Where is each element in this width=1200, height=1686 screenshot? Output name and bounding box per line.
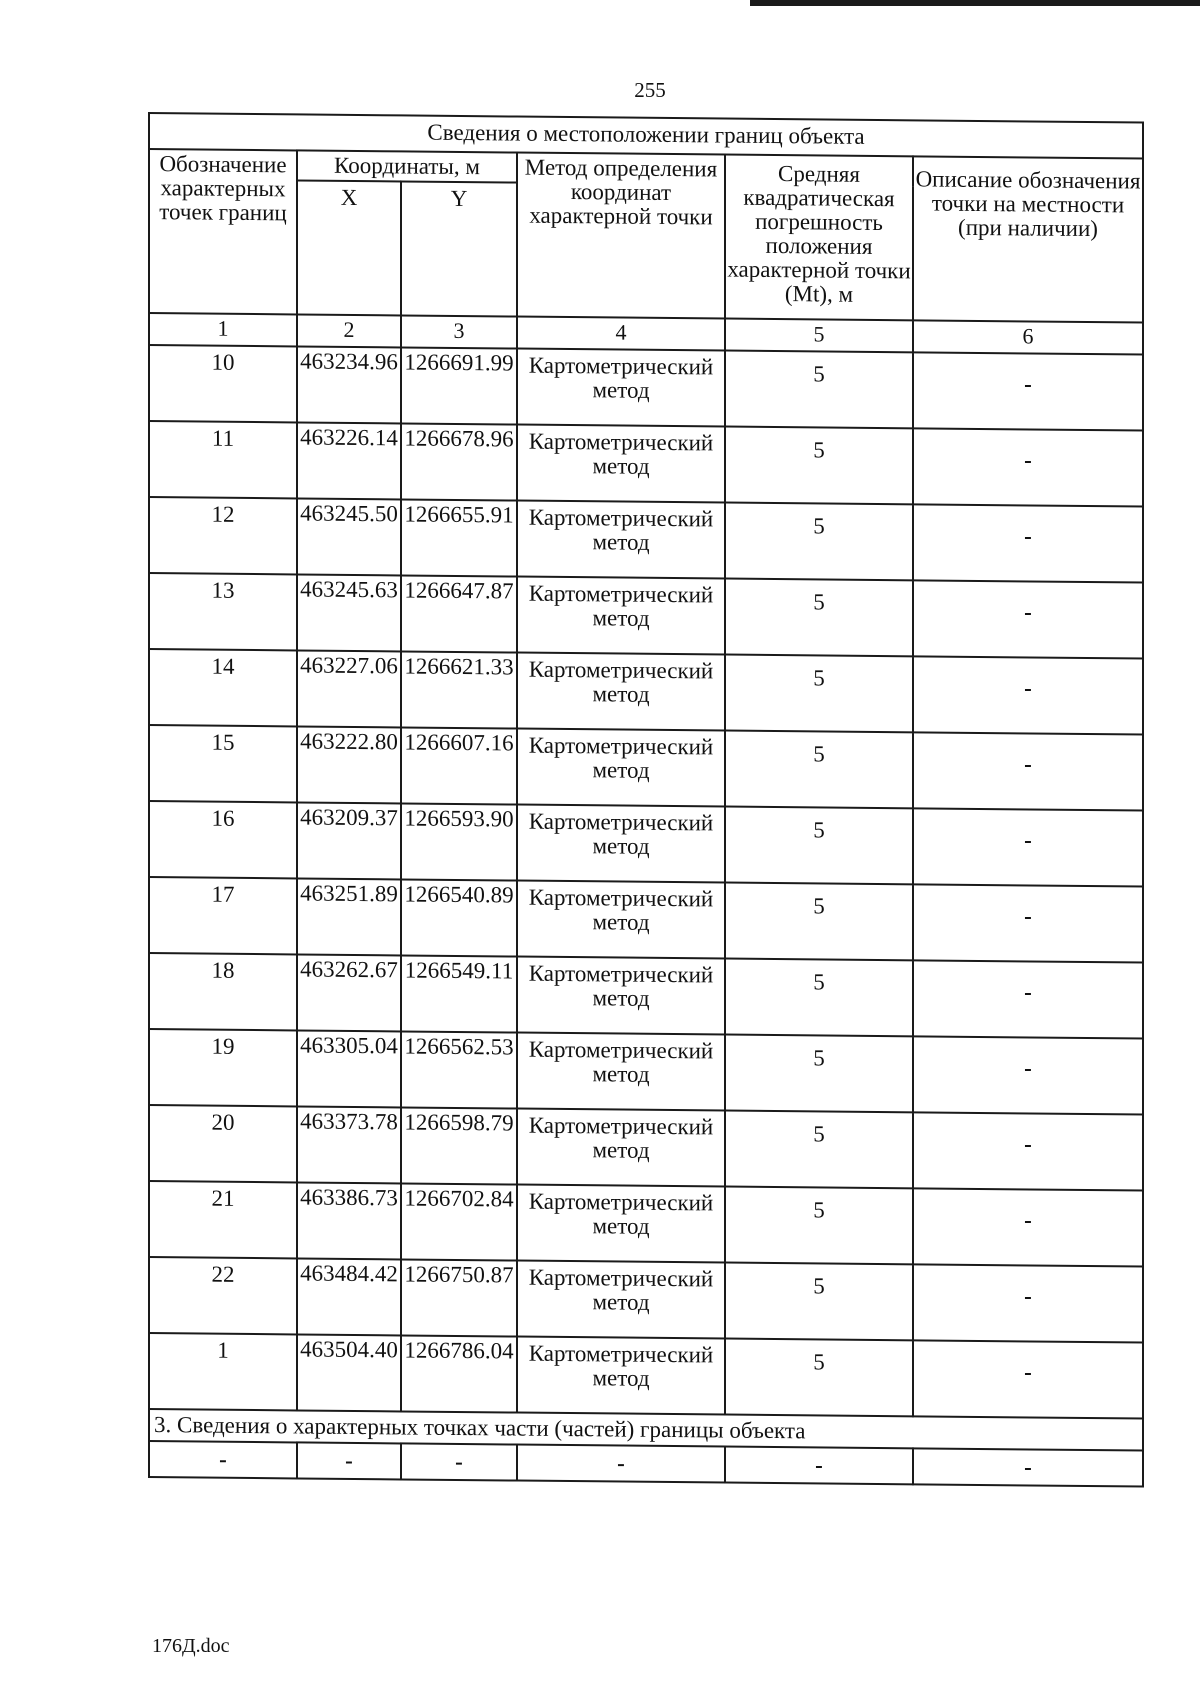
method-cell: Картометрический метод [517,1261,725,1339]
description-cell: - [913,884,1143,962]
table-row [149,649,1143,735]
section3-title: 3. Сведения о характерных точках части (частей) границы объекта [149,1409,1143,1451]
table-row [149,421,1143,507]
mt-cell: 5 [725,1111,913,1189]
table-row [149,573,1143,659]
description-cell: - [913,1112,1143,1190]
mt-cell: 5 [725,731,913,809]
description-cell: - [913,352,1143,430]
section3-value: - [725,1447,913,1485]
mt-cell: 5 [725,655,913,733]
mt-cell: 5 [725,1339,913,1417]
method-cell: Картометрический метод [517,1337,725,1415]
header-y: Y [401,181,517,316]
header-coordinates: Координаты, м [297,150,517,182]
description-cell: - [913,1188,1143,1266]
x-coordinate-cell: 463251.89 [297,878,401,955]
section3-value: - [149,1441,297,1478]
method-cell: Картометрический метод [517,1109,725,1187]
point-cell: 13 [149,573,297,650]
table-row [149,953,1143,1039]
y-coordinate-cell: 1266607.16 [401,727,517,804]
description-cell: - [913,1340,1143,1418]
mt-cell: 5 [725,503,913,581]
method-cell: Картометрический метод [517,349,725,427]
mt-cell: 5 [725,1263,913,1341]
section3-value: - [297,1442,401,1479]
table-row [149,497,1143,583]
method-cell: Картометрический метод [517,881,725,959]
header-point: Обозначение характерных точек границ [149,149,297,314]
method-cell: Картометрический метод [517,577,725,655]
point-cell: 11 [149,421,297,498]
mt-cell: 5 [725,959,913,1037]
mt-cell: 5 [725,1035,913,1113]
method-cell: Картометрический метод [517,1185,725,1263]
x-coordinate-cell: 463227.06 [297,650,401,727]
y-coordinate-cell: 1266678.96 [401,423,517,500]
description-cell: - [913,580,1143,658]
point-cell: 16 [149,801,297,878]
y-coordinate-cell: 1266691.99 [401,347,517,424]
column-number: 6 [913,320,1143,354]
mt-cell: 5 [725,427,913,505]
table-wrapper [148,112,1142,1488]
footer-filename: 176Д.doc [152,1635,230,1657]
point-cell: 12 [149,497,297,574]
mt-cell: 5 [725,807,913,885]
x-coordinate-cell: 463305.04 [297,1030,401,1107]
y-coordinate-cell: 1266621.33 [401,651,517,728]
description-cell: - [913,960,1143,1038]
x-coordinate-cell: 463484.42 [297,1258,401,1335]
y-coordinate-cell: 1266549.11 [401,955,517,1032]
x-coordinate-cell: 463226.14 [297,422,401,499]
method-cell: Картометрический метод [517,501,725,579]
y-coordinate-cell: 1266540.89 [401,879,517,956]
point-cell: 17 [149,877,297,954]
y-coordinate-cell: 1266655.91 [401,499,517,576]
column-number: 3 [401,315,517,348]
table-row [149,1333,1143,1419]
section3-value: - [401,1443,517,1480]
point-cell: 19 [149,1029,297,1106]
header-method: Метод определения координат характерной точки [517,153,725,319]
table-row [149,1181,1143,1267]
header-description: Описание обозначения точки на местности (при наличии) [913,156,1143,322]
mt-cell: 5 [725,1187,913,1265]
x-coordinate-cell: 463245.63 [297,574,401,651]
description-cell: - [913,1264,1143,1342]
y-coordinate-cell: 1266598.79 [401,1107,517,1184]
table-row [149,1257,1143,1343]
method-cell: Картометрический метод [517,805,725,883]
method-cell: Картометрический метод [517,1033,725,1111]
method-cell: Картометрический метод [517,729,725,807]
page-number: 255 [634,78,666,102]
table-row [149,801,1143,887]
boundary-table [148,112,1144,1488]
description-cell: - [913,732,1143,810]
point-cell: 18 [149,953,297,1030]
description-cell: - [913,656,1143,734]
point-cell: 21 [149,1181,297,1258]
x-coordinate-cell: 463234.96 [297,346,401,423]
description-cell: - [913,504,1143,582]
point-cell: 15 [149,725,297,802]
x-coordinate-cell: 463386.73 [297,1182,401,1259]
column-number: 2 [297,314,401,347]
table-title: Сведения о местоположении границ объекта [149,113,1143,159]
method-cell: Картометрический метод [517,957,725,1035]
section3-value: - [913,1448,1143,1486]
description-cell: - [913,428,1143,506]
x-coordinate-cell: 463504.40 [297,1334,401,1411]
method-cell: Картометрический метод [517,653,725,731]
y-coordinate-cell: 1266647.87 [401,575,517,652]
point-cell: 20 [149,1105,297,1182]
mt-cell: 5 [725,883,913,961]
x-coordinate-cell: 463373.78 [297,1106,401,1183]
point-cell: 10 [149,345,297,422]
y-coordinate-cell: 1266593.90 [401,803,517,880]
x-coordinate-cell: 463262.67 [297,954,401,1031]
y-coordinate-cell: 1266562.53 [401,1031,517,1108]
y-coordinate-cell: 1266786.04 [401,1335,517,1412]
column-number: 1 [149,313,297,346]
x-coordinate-cell: 463209.37 [297,802,401,879]
method-cell: Картометрический метод [517,425,725,503]
table-row [149,1029,1143,1115]
header-x: X [297,180,401,315]
point-cell: 1 [149,1333,297,1410]
y-coordinate-cell: 1266750.87 [401,1259,517,1336]
column-number: 4 [517,317,725,351]
mt-cell: 5 [725,579,913,657]
header-mt: Средняя квадратическая погрешность положения характерной точки (Mt), м [725,155,913,321]
x-coordinate-cell: 463245.50 [297,498,401,575]
point-cell: 14 [149,649,297,726]
column-number: 5 [725,319,913,353]
description-cell: - [913,1036,1143,1114]
description-cell: - [913,808,1143,886]
table-row [149,345,1143,431]
x-coordinate-cell: 463222.80 [297,726,401,803]
y-coordinate-cell: 1266702.84 [401,1183,517,1260]
section3-value: - [517,1445,725,1483]
table-row [149,877,1143,963]
point-cell: 22 [149,1257,297,1334]
top-border-line [750,0,1200,6]
table-row [149,725,1143,811]
table-row [149,1105,1143,1191]
mt-cell: 5 [725,351,913,429]
